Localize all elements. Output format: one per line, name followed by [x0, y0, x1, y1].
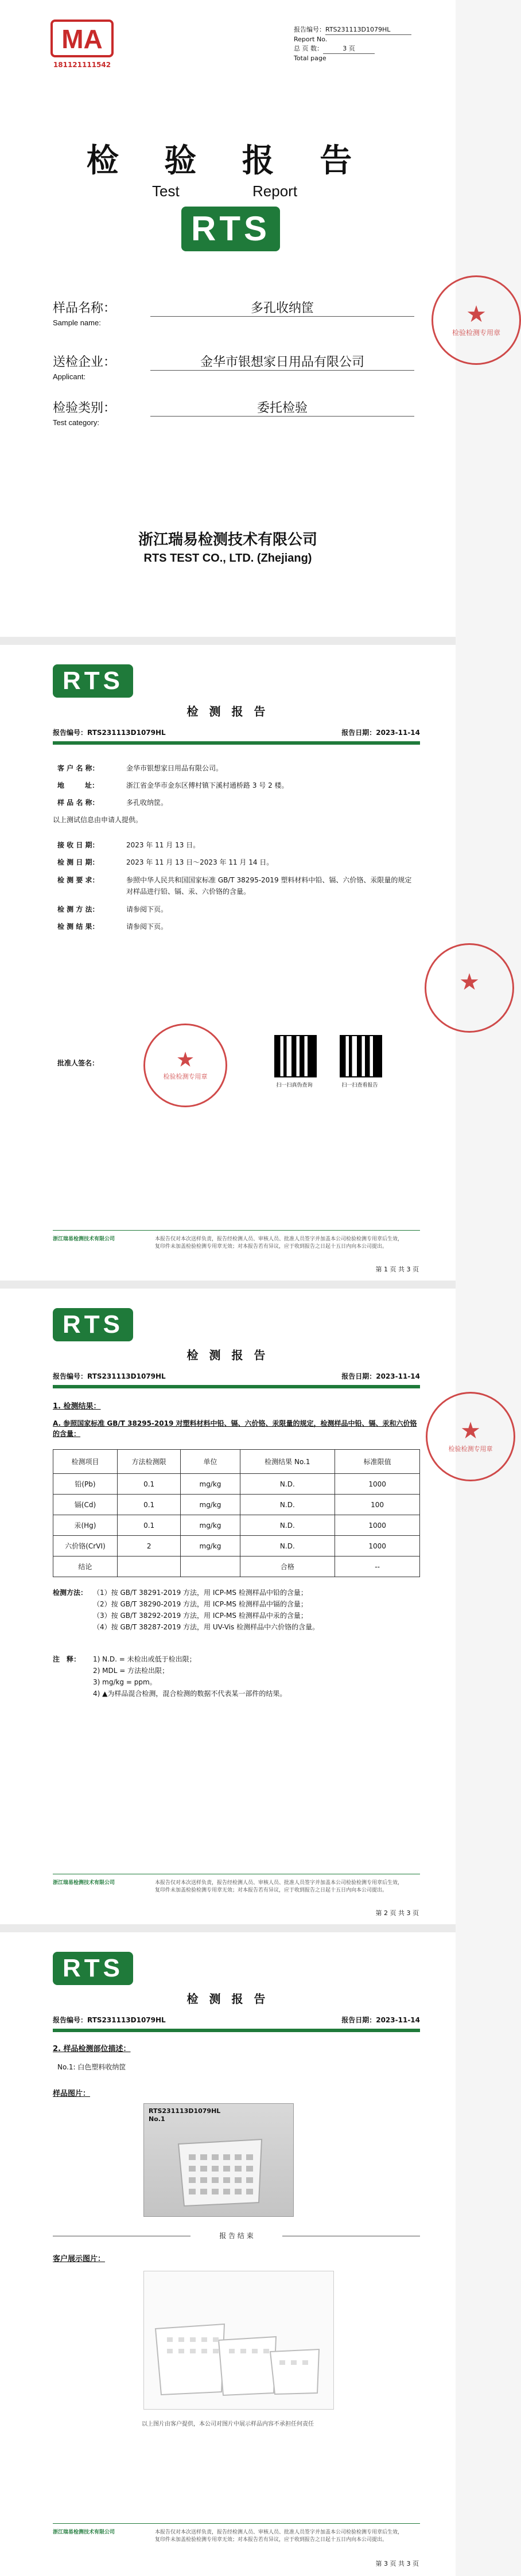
company-name-cn: 浙江瑞易检测技术有限公司	[138, 531, 317, 548]
report-qr-code[interactable]	[340, 1035, 382, 1077]
page2-rts-logo: RTS	[53, 1308, 133, 1341]
method-item: （2）按 GB/T 38290-2019 方法，用 ICP-MS 检测样品中镉的含量；	[93, 1600, 308, 1608]
page3-footer-line	[53, 2523, 420, 2524]
sample-name-label: 样品名称：	[53, 301, 116, 316]
table-row: 汞(Hg) 0.1 mg/kg N.D. 1000	[53, 1515, 420, 1536]
note-item: 1) N.D. = 未检出或低于检出限；	[93, 1655, 196, 1663]
page3-header-line	[53, 2029, 420, 2032]
seal-star-icon: ★	[459, 969, 480, 995]
customer-photo-disclaimer: 以上图片由客户提供，本公司对图片中展示样品内容不承担任何责任	[142, 2421, 314, 2427]
cover-rts-logo: RTS	[181, 207, 280, 251]
applicant-en: Applicant:	[53, 372, 86, 381]
sample-name-value: 多孔收纳筐	[150, 298, 414, 317]
info-row: 检 测 结 果： 请参阅下页。	[57, 923, 168, 931]
sample-photo-label: 样品图片：	[53, 2089, 91, 2098]
page-separator	[0, 637, 456, 645]
page1-heading: 检 测 报 告	[186, 705, 269, 718]
method-item: （1）按 GB/T 38291-2019 方法，用 ICP-MS 检测样品中铅的含量；	[93, 1589, 308, 1597]
method-block	[53, 1587, 420, 1633]
page2-footer-company: 浙江瑞易检测技术有限公司	[53, 1880, 115, 1886]
sample-photo	[143, 2103, 294, 2217]
note-item: 4) ▲为样品混合检测，混合检测的数据不代表某一部件的结果。	[93, 1690, 287, 1698]
report-end-marker	[53, 2231, 420, 2242]
qr1-caption: 扫一扫真伪查询	[276, 1083, 313, 1088]
page1-header-line	[53, 741, 420, 745]
info-row: 样 品 名 称： 多孔收纳筐。	[57, 799, 168, 807]
seal-text: 检验检测专用章	[448, 1445, 493, 1453]
page2-date: 2023-11-14	[376, 1372, 420, 1380]
ma-logo	[50, 20, 114, 69]
page2-heading: 检 测 报 告	[186, 1348, 269, 1362]
page1-rts-logo: RTS	[53, 664, 133, 698]
info-row: 接 收 日 期： 2023 年 11 月 13 日。	[57, 841, 200, 849]
applicant-value: 金华市银想家日用品有限公司	[150, 352, 414, 371]
table-row: 六价铬(CrVI) 2 mg/kg N.D. 1000	[53, 1536, 420, 1557]
cover-page	[0, 0, 500, 637]
report-no: RTS231113D1079HL	[325, 25, 411, 35]
sample-name-field	[53, 298, 414, 327]
cover-title-en-test: Test	[152, 182, 180, 200]
total-page-label: 总 页 数：	[294, 45, 323, 52]
note-item: 2) MDL = 方法检出限；	[93, 1667, 169, 1675]
page2-header-line	[53, 1385, 420, 1388]
page1-page-number: 第 1 页 共 3 页	[375, 1266, 419, 1273]
page3-footer-note: 本报告仅对本次送样负责，报告经检测人员、审核人员、批准人员签字并加盖本公司检验检测专用章后生效，复印件未加盖检验检测专用章无效；对本报告若有异议，应于收到报告之日起十五日内向本公司提出。	[155, 2530, 403, 2543]
seal-text: 检验检测专用章	[452, 329, 500, 337]
report-page-1	[0, 645, 480, 1281]
page-separator	[0, 1281, 456, 1289]
page2-report-no: RTS231113D1079HL	[87, 1372, 166, 1380]
qr2-caption: 扫一扫查看报告	[341, 1083, 378, 1088]
part-description: No.1: 白色塑料收纳筐	[57, 2063, 126, 2071]
results-section-title: 1. 检测结果：	[53, 1402, 101, 1411]
company-name-en: RTS TEST CO., LTD. (Zhejiang)	[143, 552, 312, 565]
cover-seal	[431, 275, 521, 365]
ma-mark-icon	[50, 20, 114, 57]
info-row: 客 户 名 称： 金华市银想家日用品有限公司。	[57, 764, 223, 772]
page1-date-label: 报告日期：	[341, 729, 376, 737]
total-page-en: Total page	[294, 55, 326, 62]
method-item: （4）按 GB/T 38287-2019 方法，用 UV-Vis 检测样品中六价铬的含量。	[93, 1623, 320, 1631]
approver-label: 批准人签名：	[57, 1059, 99, 1067]
table-header: 标准限值	[335, 1450, 420, 1474]
basket-image-icon	[144, 2104, 293, 2216]
notes-block	[53, 1653, 420, 1699]
page1-seal	[143, 1024, 227, 1107]
page1-report-no: RTS231113D1079HL	[87, 729, 166, 737]
table-header: 检测项目	[53, 1450, 118, 1474]
table-header: 检测结果 No.1	[240, 1450, 335, 1474]
page2-footer-note: 本报告仅对本次送样负责，报告经检测人员、审核人员、批准人员签字并加盖本公司检验检测专用章后生效，复印件未加盖检验检测专用章无效；对本报告若有异议，应于收到报告之日起十五日内向本公司提出。	[155, 1880, 403, 1893]
page1-date: 2023-11-14	[376, 729, 420, 737]
page1-footer-note: 本报告仅对本次送样负责，报告经检测人员、审核人员、批准人员签字并加盖本公司检验检测专用章后生效，复印件未加盖检验检测专用章无效；对本报告若有异议，应于收到报告之日起十五日内向本公司提出。	[155, 1236, 403, 1250]
page3-date: 2023-11-14	[376, 2016, 420, 2024]
notes-label: 注 释：	[53, 1655, 81, 1663]
category-field	[53, 398, 414, 427]
page1-client-info	[53, 760, 413, 935]
report-no-en: Report No.	[294, 36, 328, 43]
part-section-title: 2. 样品检测部位描述：	[53, 2045, 131, 2053]
seal-star-icon: ★	[176, 1048, 195, 1072]
sample-name-en: Sample name:	[53, 318, 101, 327]
applicant-note: 以上测试信息由申请人提供。	[53, 816, 143, 824]
page2-page-number: 第 2 页 共 3 页	[375, 1909, 419, 1917]
photo-tag-report-no: RTS231113D1079HL	[149, 2107, 221, 2115]
authenticity-qr-code[interactable]	[274, 1035, 317, 1077]
table-header-row	[53, 1450, 420, 1474]
cover-report-info	[294, 25, 437, 63]
cover-title: 检 验 报 告	[86, 142, 370, 180]
report-no-label: 报告编号：	[294, 26, 325, 33]
customer-photo	[143, 2271, 334, 2410]
method-label: 检测方法：	[53, 1589, 88, 1597]
page-separator	[0, 1924, 456, 1932]
table-header: 方法检测限	[117, 1450, 180, 1474]
seal-star-icon: ★	[460, 1418, 481, 1444]
page2-meta: 报告编号：RTS231113D1079HL 报告日期：2023-11-14	[53, 1372, 420, 1380]
total-pages: 3 页	[323, 44, 375, 54]
method-item: （3）按 GB/T 38292-2019 方法，用 ICP-MS 检测样品中汞的含量；	[93, 1612, 308, 1620]
ma-code: 181121111542	[53, 61, 111, 69]
svg-text:MA: MA	[61, 24, 103, 54]
category-en: Test category:	[53, 418, 99, 427]
report-page-3	[0, 1932, 456, 2576]
category-label: 检验类别：	[53, 401, 116, 415]
applicant-label: 送检企业：	[53, 355, 116, 369]
results-subsection: A. 参照国家标准 GB/T 38295-2019 对塑料材料中铅、镉、六价铬、汞限量的规定，检测样品中铅、镉、汞和六价铬的含量：	[53, 1419, 417, 1438]
page3-heading: 检 测 报 告	[186, 1992, 269, 2006]
page3-footer-company: 浙江瑞易检测技术有限公司	[53, 2530, 115, 2535]
table-row: 镉(Cd) 0.1 mg/kg N.D. 100	[53, 1495, 420, 1515]
page1-report-no-label: 报告编号：	[53, 729, 88, 737]
page2-edge-seal	[426, 1392, 515, 1481]
basket-set-image-icon	[144, 2271, 333, 2409]
table-row: 铅(Pb) 0.1 mg/kg N.D. 1000	[53, 1474, 420, 1495]
customer-photo-label: 客户展示图片：	[53, 2255, 106, 2263]
info-row: 检 测 要 求： 参照中华人民共和国国家标准 GB/T 38295-2019 塑料材料中铅、镉、六价铬、汞限量的规定对样品进行铅、镉、汞、六价铬的含量。	[57, 876, 412, 896]
page3-page-number: 第 3 页 共 3 页	[375, 2560, 419, 2567]
page3-report-no: RTS231113D1079HL	[87, 2016, 166, 2024]
cover-title-en-report: Report	[252, 182, 298, 200]
info-row: 检 测 日 期： 2023 年 11 月 13 日～2023 年 11 月 14 日。	[57, 858, 274, 866]
report-page-2	[0, 1289, 493, 1924]
seal-star-icon: ★	[466, 301, 487, 328]
report-end-text: 报 告 结 束	[219, 2232, 254, 2240]
category-value: 委托检验	[150, 398, 414, 417]
applicant-field	[53, 352, 414, 381]
info-row: 检 测 方 法： 请参阅下页。	[57, 905, 168, 913]
photo-tag-no: No.1	[149, 2115, 165, 2123]
results-table	[53, 1449, 420, 1577]
page1-footer-line	[53, 1230, 420, 1231]
table-header: 单位	[181, 1450, 240, 1474]
page3-meta: 报告编号：RTS231113D1079HL 报告日期：2023-11-14	[53, 2016, 420, 2024]
page1-edge-seal	[425, 943, 514, 1033]
page1-footer-company: 浙江瑞易检测技术有限公司	[53, 1236, 115, 1242]
note-item: 3) mg/kg = ppm。	[93, 1678, 157, 1686]
page1-meta	[53, 727, 420, 737]
table-row: 结论 合格 --	[53, 1557, 420, 1577]
info-row: 地 址： 浙江省金华市金东区傅村镇下溪村通桥路 3 号 2 楼。	[57, 781, 289, 789]
page3-rts-logo: RTS	[53, 1952, 133, 1985]
seal-text: 检验检测专用章	[163, 1073, 208, 1080]
